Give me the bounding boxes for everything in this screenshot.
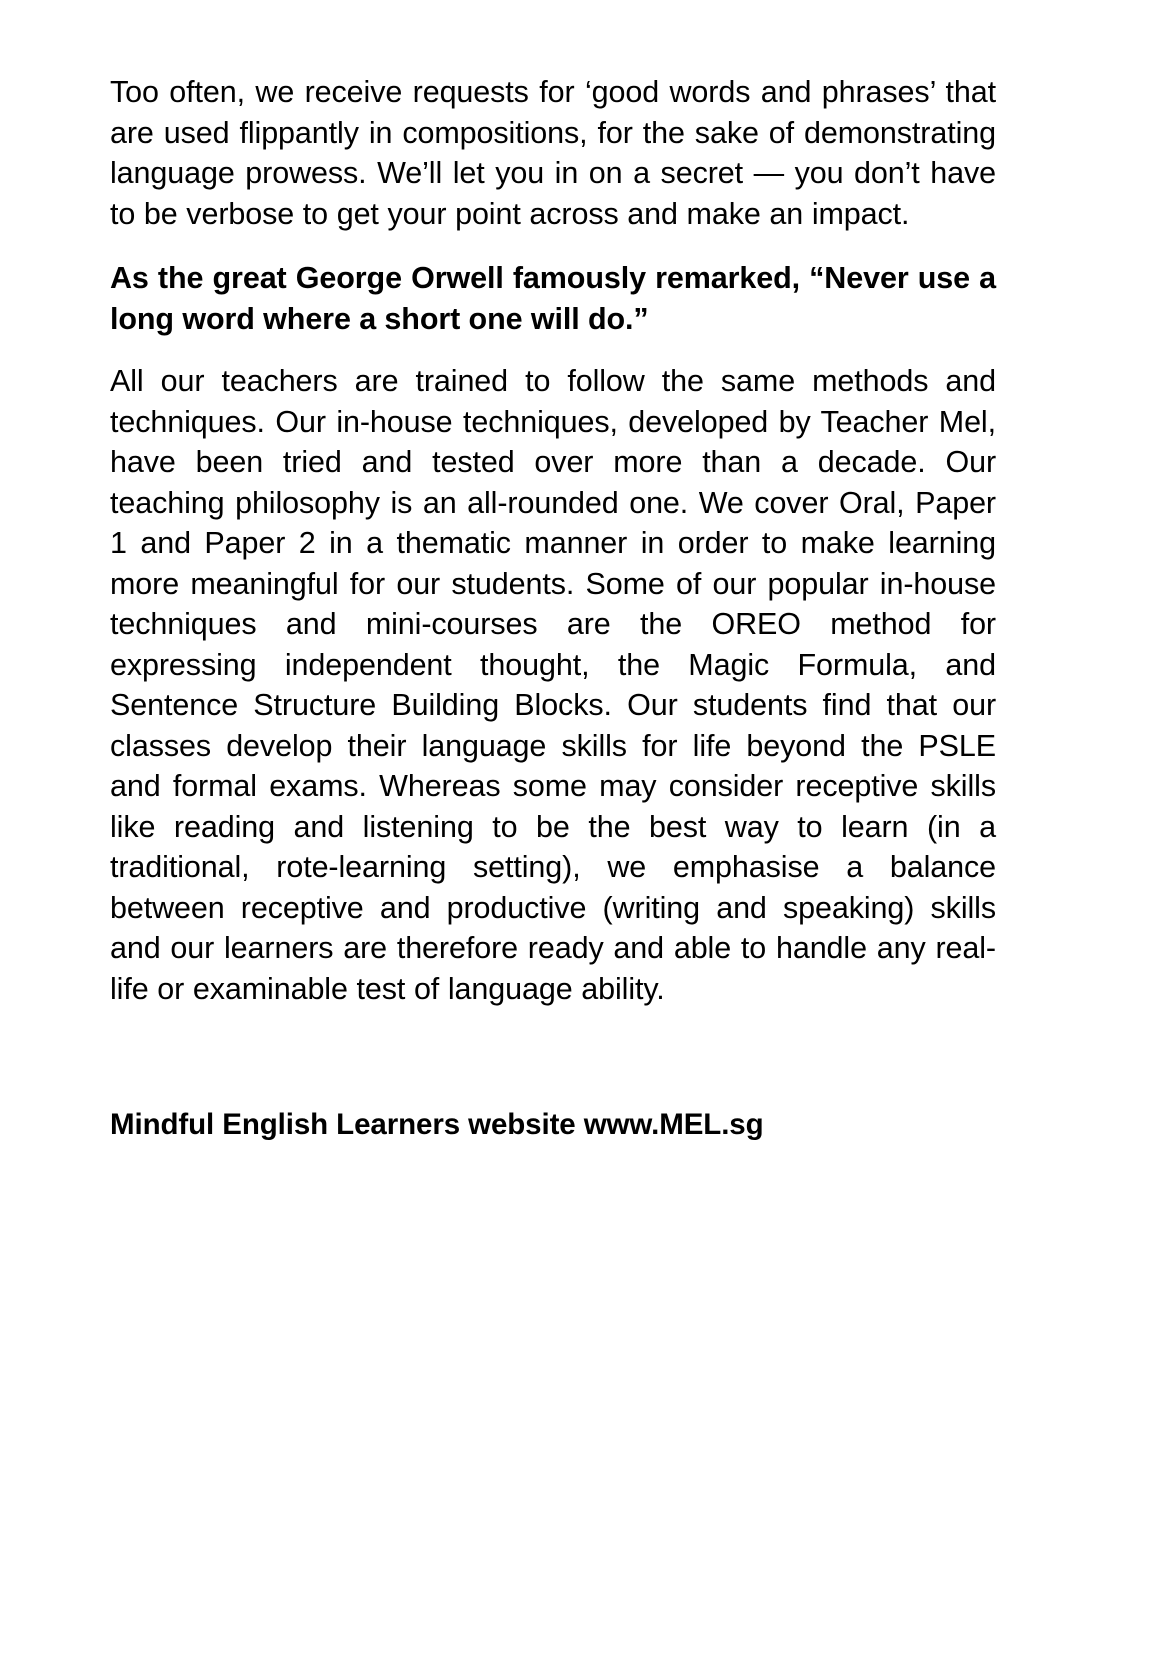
footer-website-credit: Mindful English Learners website www.MEL.sg [110,1108,764,1141]
document-text-column [110,72,996,1145]
paragraph-teaching-approach: All our teachers are trained to follow the same methods and techniques. Our in-house techniques, developed by Teacher Mel, have been tried and tested over more than a decade. Our teaching philosophy is an all-rounded one. We cover Oral, Paper 1 and Paper 2 in a thematic manner in order to make learning more meaningful for our students. Some of our popular in-house techniques and mini-courses are the OREO method for expressing independent thought, the Magic Formula, and Sentence Structure Building Blocks. Our students find that our classes develop their language skills for life beyond the PSLE and formal exams. Whereas some may consider receptive skills like reading and listening to be the best way to learn (in a traditional, rote-learning setting), we emphasise a balance between receptive and productive (writing and speaking) skills and our learners are therefore ready and able to handle any real-life or examinable test of language ability. [110,364,996,1006]
paragraph-spacer [110,1009,996,1105]
paragraph-intro: Too often, we receive requests for ‘good words and phrases’ that are used flippantly in compositions, for the sake of demonstrating language prowess. We’ll let you in on a secret — you don’t have to be verbose to get your point across and make an impact. [110,75,996,231]
paragraph-orwell-quote: As the great George Orwell famously remarked, “Never use a long word where a short one will do.” [110,261,996,336]
